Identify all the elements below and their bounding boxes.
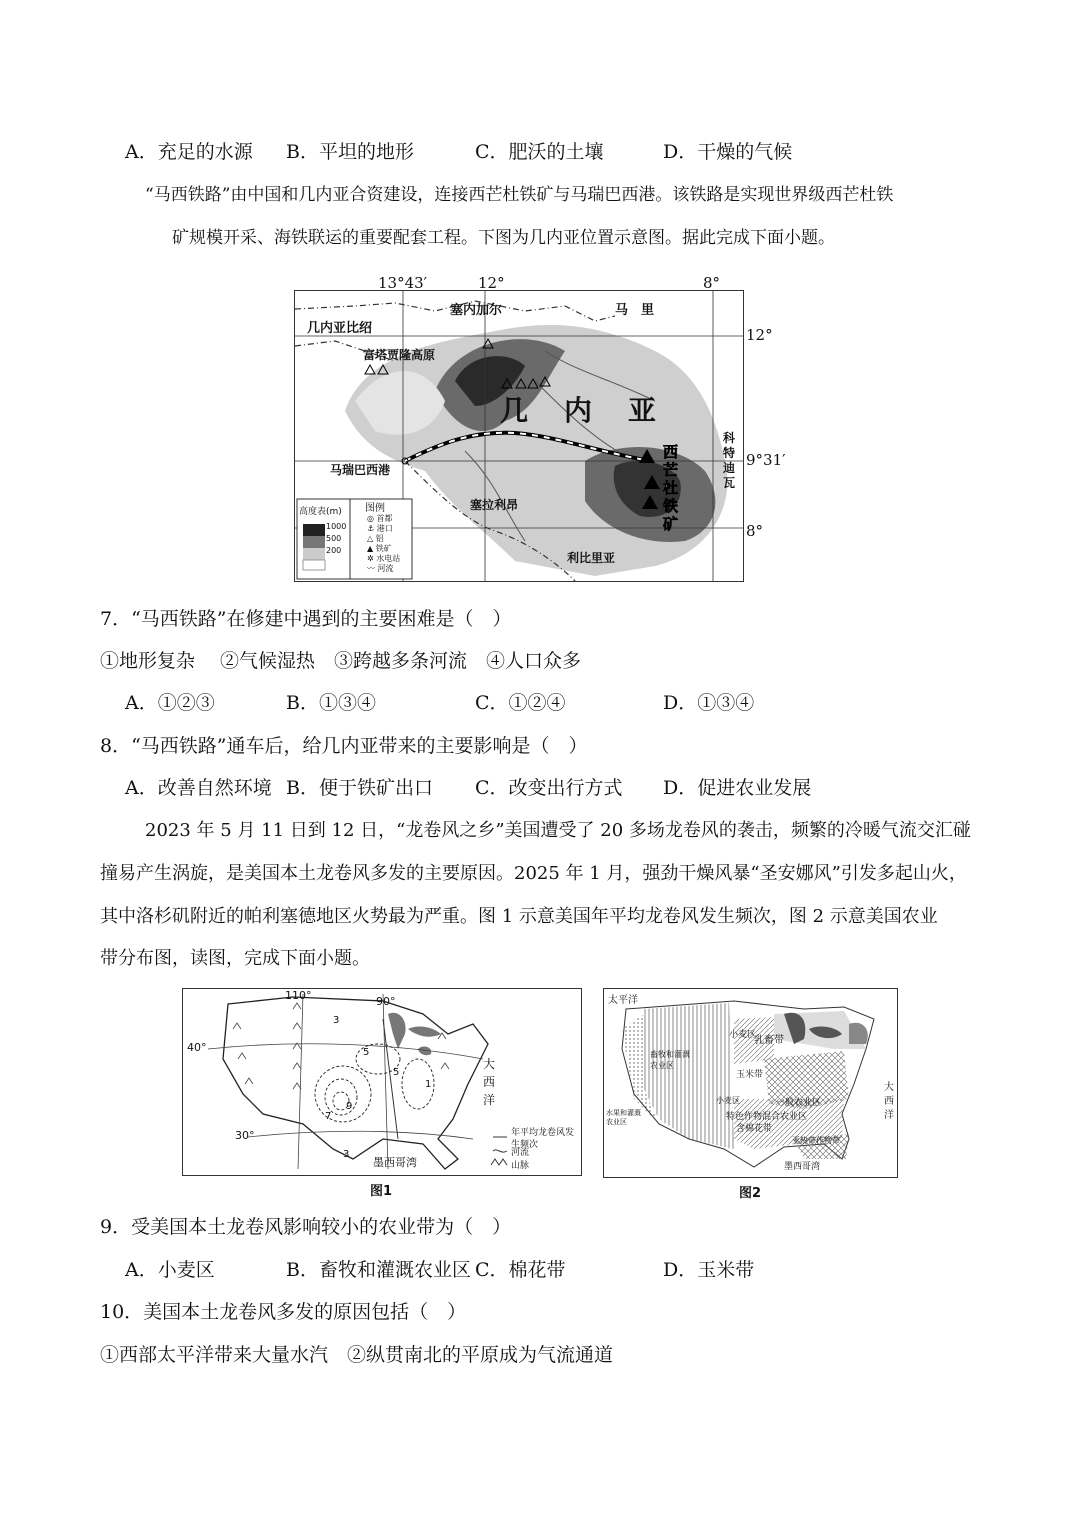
passage-line: “马西铁路”由中国和几内亚合资建设，连接西芒杜铁矿与马瑞巴西港。该铁路是实现世界级西芒杜铁: [145, 185, 894, 205]
label-senegal: 塞内加尔: [450, 303, 503, 318]
passage-line: 2023 年 5 月 11 日到 12 日，“龙卷风之乡”美国遭受了 20 多场龙卷风的袭击，频繁的冷暖气流交汇碰: [145, 820, 971, 841]
label-general: 一般农业区: [776, 1098, 822, 1108]
label-cotton: 含棉花带: [736, 1124, 773, 1134]
legend-frequency: 年平均龙卷风发生频次: [511, 1128, 575, 1150]
label-lon-12: 12°: [478, 274, 505, 292]
legend-title: 图例: [365, 503, 385, 514]
label-wheat: 小麦区: [729, 1030, 757, 1040]
contour-label: 3: [333, 1015, 340, 1026]
tornado-frequency-map: [182, 988, 582, 1176]
label-ranch: 畜牧和灌溉农业区: [650, 1050, 690, 1070]
option-c: C．肥沃的土壤: [475, 141, 604, 163]
label-liberia: 利比里亚: [567, 551, 616, 565]
contour-label: 5: [393, 1067, 400, 1078]
label-gulf-mexico: 墨西哥湾: [373, 1156, 417, 1169]
label-lat-8: 8°: [746, 522, 764, 540]
label-guinea-bissau: 几内亚比绍: [307, 321, 373, 336]
figure-2-caption: 图2: [739, 1186, 762, 1201]
label-lon-13-43: 13°43′: [378, 274, 428, 292]
agriculture-belt-map: [603, 988, 898, 1178]
label-lon-90: 90°: [376, 995, 396, 1008]
passage-line: 其中洛杉矶附近的帕利塞德地区火势最为严重。图 1 示意美国年平均龙卷风发生频次，图 2 示意美国农业: [100, 906, 938, 927]
contour-label: 7: [325, 1111, 332, 1122]
label-corn: 玉米带: [736, 1070, 764, 1080]
label-atlantic: 大西洋: [483, 1057, 496, 1107]
legend-hydro: ✲ 水电站: [367, 554, 401, 563]
label-lat-9-31: 9°31′: [746, 451, 786, 469]
label-cote-divoire: 科特迪瓦: [723, 431, 736, 490]
label-pacific: 太平洋: [608, 995, 638, 1006]
question-10-stem: 10．美国本土龙卷风多发的原因包括（ ）: [100, 1301, 467, 1323]
option-c: C．棉花带: [475, 1259, 566, 1281]
figure-1-caption: 图1: [370, 1184, 393, 1199]
legend-port: ⚓ 港口: [367, 524, 393, 533]
passage-line: 带分布图，读图，完成下面小题。: [100, 948, 370, 969]
question-9-stem: 9．受美国本土龙卷风影响较小的农业带为（ ）: [100, 1216, 512, 1238]
passage-line: 撞易产生涡旋，是美国本土龙卷风多发的主要原因。2025 年 1 月，强劲干燥风暴“圣安娜风”引发多起山火，: [100, 863, 967, 884]
option-b: B．①③④: [286, 692, 376, 714]
legend-river: 〰 河流: [367, 564, 394, 573]
contour-label: 3: [343, 1149, 350, 1160]
option-b: B．便于铁矿出口: [286, 777, 433, 799]
option-a: A．①②③: [125, 692, 215, 714]
question-10-items: ①西部太平洋带来大量水汽 ②纵贯南北的平原成为气流通道: [100, 1344, 614, 1366]
legend-iron: ▲ 铁矿: [367, 544, 392, 553]
option-c: C．改变出行方式: [475, 777, 623, 799]
option-b: B．畜牧和灌溉农业区: [286, 1259, 471, 1281]
question-7-items: ①地形复杂 ②气候湿热 ③跨越多条河流 ④人口众多: [100, 650, 582, 672]
question-7-stem: 7．“马西铁路”在修建中遇到的主要困难是（ ）: [100, 608, 512, 630]
contour-label: 9: [346, 1101, 353, 1112]
legend-h500: 500: [326, 534, 342, 543]
label-fruit: 水果和灌溉农业区: [606, 1109, 641, 1126]
label-lat-40: 40°: [187, 1041, 207, 1054]
legend-mountain: 山脉: [511, 1161, 530, 1171]
contour-label: 5: [363, 1047, 370, 1058]
label-lat-12: 12°: [746, 326, 773, 344]
option-d: D．促进农业发展: [663, 777, 812, 799]
label-lon-110: 110°: [285, 989, 312, 1002]
contour-label: 1: [425, 1079, 432, 1090]
label-subtropical: 亚热带作物带: [792, 1136, 840, 1145]
legend-river: 河流: [511, 1148, 530, 1158]
label-atlantic: 大西洋: [884, 1082, 894, 1121]
label-gulf-mexico: 墨西哥湾: [784, 1162, 821, 1172]
question-8-stem: 8．“马西铁路”通车后，给几内亚带来的主要影响是（ ）: [100, 735, 588, 757]
label-wheat-2: 小麦区: [716, 1096, 740, 1105]
option-c: C．①②④: [475, 692, 566, 714]
legend-capital: ◎ 首都: [367, 514, 393, 523]
passage-line: 矿规模开采、海铁联运的重要配套工程。下图为几内亚位置示意图。据此完成下面小题。: [172, 228, 835, 248]
label-dairy: 乳畜带: [754, 1035, 784, 1046]
legend-height-title: 高度表(m): [299, 507, 342, 517]
option-a: A．改善自然环境: [125, 777, 272, 799]
legend-h1000: 1000: [326, 522, 347, 531]
label-sierra-leone: 塞拉利昂: [470, 498, 519, 512]
label-simandou: 西芒杜铁矿: [663, 443, 679, 533]
option-a: A．充足的水源: [125, 141, 253, 163]
label-futa: 富塔贾隆高原: [363, 348, 436, 362]
label-guinea: 几 内 亚: [500, 394, 661, 427]
legend-bauxite: △ 铝: [367, 534, 384, 543]
label-lat-30: 30°: [235, 1129, 255, 1142]
guinea-map: [294, 290, 744, 582]
option-a: A．小麦区: [125, 1259, 215, 1281]
label-port: 马瑞巴西港: [330, 463, 391, 477]
option-d: D．①③④: [663, 692, 755, 714]
option-d: D．干燥的气候: [663, 141, 793, 163]
label-lon-8: 8°: [703, 274, 721, 292]
option-d: D．玉米带: [663, 1259, 755, 1281]
label-special-crops: 特色作物混合农业区: [726, 1112, 808, 1122]
label-mali: 马 里: [615, 303, 655, 318]
option-b: B．平坦的地形: [286, 141, 414, 163]
legend-h200: 200: [326, 546, 342, 555]
